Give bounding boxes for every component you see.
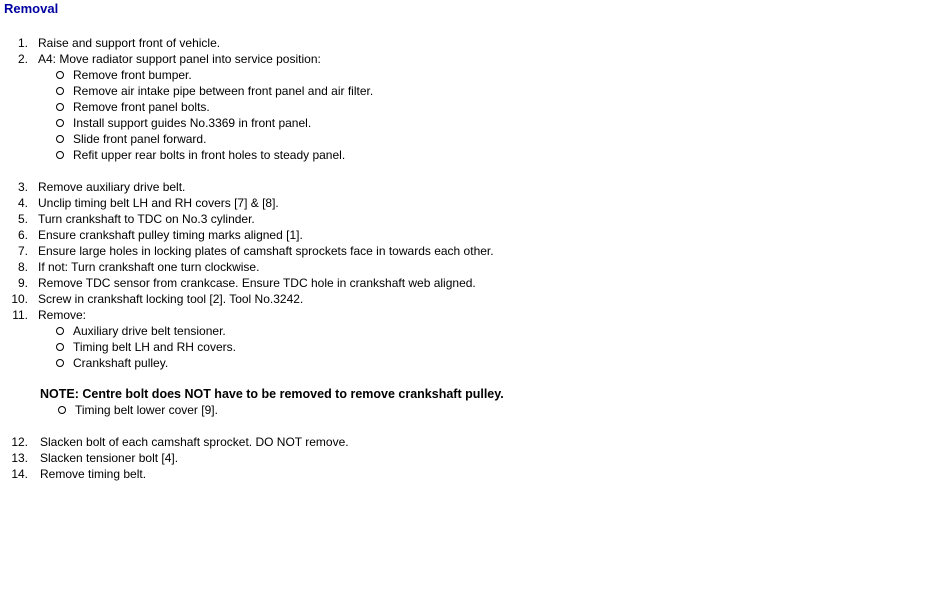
bullet-circle-icon <box>58 406 66 414</box>
step-text: Slacken bolt of each camshaft sprocket. DO NOT remove. <box>40 435 349 449</box>
bullet-text: Crankshaft pulley. <box>73 356 169 370</box>
bullet-text: Timing belt lower cover [9]. <box>75 403 218 417</box>
step-number: 3. <box>17 180 28 194</box>
step-number: 12. <box>11 435 28 449</box>
note-text: NOTE: Centre bolt does NOT have to be removed to remove crankshaft pulley. <box>40 387 504 401</box>
bullet-circle-icon <box>56 135 64 143</box>
step-text: Remove TDC sensor from crankcase. Ensure TDC hole in crankshaft web aligned. <box>38 276 476 290</box>
step-number: 10. <box>11 292 28 306</box>
step-number: 14. <box>11 467 28 481</box>
step-number: 9. <box>17 276 28 290</box>
step-text: Ensure crankshaft pulley timing marks aligned [1]. <box>38 228 303 242</box>
step-text: Raise and support front of vehicle. <box>38 36 221 50</box>
bullet-circle-icon <box>56 343 64 351</box>
step-number: 1. <box>17 36 28 50</box>
bullet-text: Install support guides No.3369 in front panel. <box>73 116 312 130</box>
bullet-text: Timing belt LH and RH covers. <box>73 340 236 354</box>
bullet-circle-icon <box>56 87 64 95</box>
bullet-circle-icon <box>56 71 64 79</box>
step-number: 6. <box>17 228 28 242</box>
bullet-circle-icon <box>56 151 64 159</box>
step-number: 7. <box>17 244 28 258</box>
bullet-text: Auxiliary drive belt tensioner. <box>73 324 226 338</box>
bullet-text: Remove air intake pipe between front panel and air filter. <box>73 84 374 98</box>
step-number: 5. <box>17 212 28 226</box>
bullet-circle-icon <box>56 119 64 127</box>
step-text: A4: Move radiator support panel into service position: <box>38 52 321 66</box>
step-number: 2. <box>17 52 28 66</box>
page-title: Removal <box>4 1 59 16</box>
step-text: Unclip timing belt LH and RH covers [7] & [8]. <box>38 196 279 210</box>
step-text: If not: Turn crankshaft one turn clockwise. <box>38 260 260 274</box>
bullet-text: Remove front panel bolts. <box>73 100 210 114</box>
step-text: Remove auxiliary drive belt. <box>38 180 186 194</box>
bullet-text: Slide front panel forward. <box>73 132 207 146</box>
bullet-text: Refit upper rear bolts in front holes to steady panel. <box>73 148 346 162</box>
bullet-circle-icon <box>56 327 64 335</box>
bullet-circle-icon <box>56 359 64 367</box>
step-text: Screw in crankshaft locking tool [2]. Tool No.3242. <box>38 292 304 306</box>
step-number: 13. <box>11 451 28 465</box>
step-text: Turn crankshaft to TDC on No.3 cylinder. <box>38 212 255 226</box>
step-text: Ensure large holes in locking plates of camshaft sprockets face in towards each other. <box>38 244 494 258</box>
bullet-circle-icon <box>56 103 64 111</box>
step-number: 8. <box>17 260 28 274</box>
step-text: Remove: <box>38 308 87 322</box>
bullet-text: Remove front bumper. <box>73 68 192 82</box>
step-text: Remove timing belt. <box>40 467 147 481</box>
step-text: Slacken tensioner bolt [4]. <box>40 451 179 465</box>
step-number: 11. <box>12 308 28 322</box>
step-number: 4. <box>17 196 28 210</box>
